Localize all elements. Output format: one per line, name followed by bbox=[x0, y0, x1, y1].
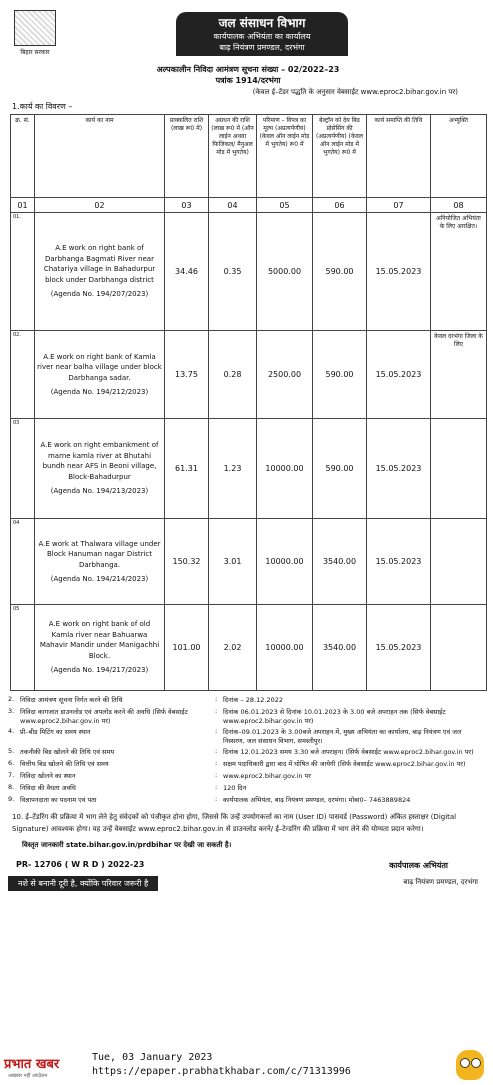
eprocurement-note: (केवल ई–टेंडर पद्धति के अनुसार वेबसाईट www.eproc2.bihar.gov.in पर) bbox=[252, 88, 458, 96]
epaper-url[interactable]: https://epaper.prabhatkhabar.com/c/71313996 bbox=[92, 1066, 351, 1077]
item-number: 5. bbox=[8, 747, 15, 755]
item-colon: : bbox=[215, 695, 218, 703]
owl-mascot-icon bbox=[456, 1050, 484, 1080]
completion-date: 15.05.2023 bbox=[367, 331, 431, 419]
department-name: जल संसाधन विभाग bbox=[218, 16, 306, 30]
more-info-line: विस्तृत जानकारी state.bihar.gov.in/prdbihar पर देखी जा सकती है। bbox=[22, 841, 232, 849]
column-number: 03 bbox=[165, 198, 209, 213]
column-header: कार्य समाप्ति की तिथि bbox=[367, 115, 431, 198]
estimated-cost: 150.32 bbox=[165, 519, 209, 605]
item-value: दिनांक – 28.12.2022 bbox=[223, 696, 284, 704]
notice-page bbox=[8, 6, 488, 892]
work-description: A.E work on right embankment of marne kamla river at Bhutahi bundh near AFS in Beoni village, Block-Bahadurpur bbox=[40, 441, 159, 481]
document-cost: 2500.00 bbox=[257, 331, 313, 419]
pr-number: PR- 12706 ( W R D ) 2022-23 bbox=[16, 860, 145, 869]
item-value: दिनांक 12.01.2023 समय 3.30 बजे अपराहन। (सिर्फ वेबसाईट www.eproc2.bihar.gov.in पर) bbox=[223, 748, 474, 756]
agenda-number: (Agenda No. 194/217/2023) bbox=[50, 666, 149, 675]
estimated-cost: 61.31 bbox=[165, 419, 209, 519]
item-label: निविदा आमंत्रण सूचना निर्गत करने की तिथि bbox=[20, 696, 123, 704]
remark bbox=[431, 605, 487, 691]
department-banner bbox=[176, 12, 348, 56]
column-number: 08 bbox=[431, 198, 487, 213]
table-header-row bbox=[11, 115, 487, 198]
edition-date: Tue, 03 January 2023 bbox=[92, 1052, 213, 1063]
section-title: 1.कार्य का विवरण – bbox=[12, 102, 73, 111]
item-label: निविदा खोलने का स्थान bbox=[20, 772, 76, 780]
earnest-money: 0.35 bbox=[209, 213, 257, 331]
remark bbox=[431, 419, 487, 519]
item-colon: : bbox=[215, 783, 218, 791]
serial-number: 04 bbox=[11, 519, 35, 605]
work-name bbox=[35, 331, 165, 419]
eregistration-paragraph: 10. ई–टेंडरिंग की प्रक्रिया में भाग लेने हेतु संवेदकों को पंजीकृत होना होगा, जिससे कि उन्हें उपयोगकर्त्ता का नाम (User ID) पासवर्ड (Password) अंकित हस्ताक्षर (Digital Signature) आवश्यक होगा। यह उन्हें वेबसाईट www.eproc2.bihar.gov.in से डाउनलोड करने/ ई–टेन्डरिंग की प्रक्रिया में भाग लेने की योग्यता प्रदान करेगा। bbox=[12, 813, 457, 833]
column-header: बेल्ट्रॉन को देय बिड प्रोसेसिंग की (अप्रत्यर्पणीय) (केवल ऑन लाईन मोड में भुगतेय) रू0 में bbox=[313, 115, 367, 198]
item-value: www.eproc2.bihar.gov.in पर bbox=[223, 772, 311, 780]
item-colon: : bbox=[215, 771, 218, 779]
slogan-banner: नशे से बनानी दूरी है, क्योंकि परिवार जरूरी है bbox=[8, 876, 158, 891]
column-number: 02 bbox=[35, 198, 165, 213]
bid-processing-fee: 590.00 bbox=[313, 331, 367, 419]
signatory-title: कार्यपालक अभियंता bbox=[389, 861, 448, 870]
table-row bbox=[11, 605, 487, 691]
earnest-money: 0.28 bbox=[209, 331, 257, 419]
bid-processing-fee: 3540.00 bbox=[313, 519, 367, 605]
earnest-money: 3.01 bbox=[209, 519, 257, 605]
item-label: निविदा की वैधता अवधि bbox=[20, 784, 76, 792]
remark: केवल दरभंगा जिला के लिए bbox=[431, 331, 487, 419]
work-description: A.E work on right bank of Darbhanga Bagmati River near Chatariya village in Bahadurpur block under Darbhanga district bbox=[43, 244, 156, 284]
item-label: विज्ञापनदाता का पदनाम एवं पता bbox=[20, 796, 97, 804]
division-name: बाढ़ नियंत्रण प्रमण्डल, दरभंगा bbox=[219, 43, 305, 52]
epaper-strip bbox=[0, 1046, 493, 1085]
column-number-row bbox=[11, 198, 487, 213]
signatory-office: बाढ़ नियंत्रण प्रमण्डल, दरभंगा bbox=[403, 878, 478, 886]
schedule-item bbox=[8, 707, 488, 725]
item-colon: : bbox=[215, 747, 218, 755]
schedule-item bbox=[8, 747, 488, 757]
column-header: अग्रधन की राशि (लाख रू0 में (ऑन लाईन अथवा फिजिकल/ मैनुअल मोड में भुगतेय) bbox=[209, 115, 257, 198]
notice-header bbox=[8, 6, 488, 62]
item-number: 6. bbox=[8, 759, 15, 767]
estimated-cost: 101.00 bbox=[165, 605, 209, 691]
item-number: 3. bbox=[8, 707, 15, 715]
bid-processing-fee: 590.00 bbox=[313, 213, 367, 331]
serial-number: 01. bbox=[11, 213, 35, 331]
remark: अनियोजित अभियंता के लिए आरक्षित। bbox=[431, 213, 487, 331]
schedule-item bbox=[8, 783, 488, 793]
column-number: 04 bbox=[209, 198, 257, 213]
column-number: 07 bbox=[367, 198, 431, 213]
document-cost: 10000.00 bbox=[257, 605, 313, 691]
item-label: प्री–बीड मिटिंग का समय स्थान bbox=[20, 728, 91, 736]
document-cost: 5000.00 bbox=[257, 213, 313, 331]
column-header: कार्य का नाम bbox=[35, 115, 165, 198]
column-number: 06 bbox=[313, 198, 367, 213]
work-name bbox=[35, 605, 165, 691]
item-colon: : bbox=[215, 759, 218, 767]
item-colon: : bbox=[215, 727, 218, 735]
agenda-number: (Agenda No. 194/207/2023) bbox=[50, 290, 149, 299]
item-label: वित्तीय बिड खोलने की तिथि एवं समय bbox=[20, 760, 109, 768]
column-header: प्राक्कलित राशि (लाख रू0 में) bbox=[165, 115, 209, 198]
column-header: अभ्युक्ति bbox=[431, 115, 487, 198]
letter-number: पत्रांक 1914/दरभंगा bbox=[215, 76, 281, 85]
work-table bbox=[10, 114, 487, 691]
work-name bbox=[35, 213, 165, 331]
table-row bbox=[11, 213, 487, 331]
column-number: 01 bbox=[11, 198, 35, 213]
item-value: 120 दिन bbox=[223, 784, 247, 792]
notice-title: अल्पकालीन निविदा आमंत्रण सूचना संख्या – 02/2022–23 bbox=[156, 65, 340, 74]
earnest-money: 1.23 bbox=[209, 419, 257, 519]
completion-date: 15.05.2023 bbox=[367, 213, 431, 331]
item-colon: : bbox=[215, 707, 218, 715]
tender-schedule-list bbox=[8, 695, 488, 805]
item-number: 2. bbox=[8, 695, 15, 703]
table-row bbox=[11, 419, 487, 519]
document-cost: 10000.00 bbox=[257, 419, 313, 519]
schedule-item bbox=[8, 727, 488, 745]
table-row bbox=[11, 331, 487, 419]
notice-footer bbox=[8, 858, 488, 892]
work-name bbox=[35, 519, 165, 605]
emblem-caption: बिहार सरकार bbox=[20, 49, 50, 56]
prabhat-khabar-logo[interactable]: प्रभात खबर bbox=[4, 1057, 60, 1072]
item-number: 8. bbox=[8, 783, 15, 791]
work-description: A.E work on right bank of Kamla river near balha village under block Darbhanga sadar. bbox=[37, 352, 162, 382]
agenda-number: (Agenda No. 194/213/2023) bbox=[50, 487, 149, 496]
earnest-money: 2.02 bbox=[209, 605, 257, 691]
emblem-icon bbox=[14, 10, 56, 46]
estimated-cost: 34.46 bbox=[165, 213, 209, 331]
office-name: कार्यपालक अभियंता का कार्यालय bbox=[213, 32, 311, 41]
work-description: A.E work at Thalwara village under Block Hanuman nagar District Darbhanga. bbox=[38, 539, 161, 569]
bihar-emblem bbox=[12, 10, 58, 58]
column-header: क्र. सं. bbox=[11, 115, 35, 198]
item-label: तकनीकी बिड खोलने की तिथि एवं समय bbox=[20, 748, 115, 756]
completion-date: 15.05.2023 bbox=[367, 605, 431, 691]
table-row bbox=[11, 519, 487, 605]
estimated-cost: 13.75 bbox=[165, 331, 209, 419]
serial-number: 03 bbox=[11, 419, 35, 519]
remark bbox=[431, 519, 487, 605]
agenda-number: (Agenda No. 194/214/2023) bbox=[50, 575, 149, 583]
column-header: परिमाण – विपत्र का मूल्य (अप्रत्यर्पणीय) (केवल ऑन लाईन मोड में भुगतेय) रू0 में bbox=[257, 115, 313, 198]
item-value: दिनांक 06.01.2023 से दिनांक 10.01.2023 के 3.00 बजे अपराहन तक (सिर्फ वेबसाईट www.eproc2.bihar.gov.in पर) bbox=[223, 708, 446, 725]
item-value: दिनांक–09.01.2023 के 3.00बजे अपराहन में, मुख्य अभियंता का कार्यालय, बाढ़ नियंत्रण एवं जल निस्सरण, जल संसाधन विभाग, समस्तीपुर। bbox=[223, 728, 462, 745]
bid-processing-fee: 590.00 bbox=[313, 419, 367, 519]
item-number: 9. bbox=[8, 795, 15, 803]
work-name bbox=[35, 419, 165, 519]
bid-processing-fee: 3540.00 bbox=[313, 605, 367, 691]
schedule-item bbox=[8, 771, 488, 781]
item-label: निविदा कागजात डाउनलोड एवं अपलोड करने की अवधि (सिर्फ वेबसाईट www.eproc2.bihar.gov.in पर) bbox=[20, 708, 188, 725]
document-cost: 10000.00 bbox=[257, 519, 313, 605]
serial-number: 02. bbox=[11, 331, 35, 419]
item-value: सक्षम पदाधिकारी द्वारा बाद में घोषित की जायेगी (सिर्फ वेबसाईट www.eproc2.bihar.gov.in पर) bbox=[223, 760, 466, 768]
item-colon: : bbox=[215, 795, 218, 803]
schedule-item bbox=[8, 695, 488, 705]
logo-tagline: अखबार नहीं आंदोलन bbox=[8, 1073, 48, 1079]
completion-date: 15.05.2023 bbox=[367, 519, 431, 605]
serial-number: 05 bbox=[11, 605, 35, 691]
completion-date: 15.05.2023 bbox=[367, 419, 431, 519]
item-number: 7. bbox=[8, 771, 15, 779]
column-number: 05 bbox=[257, 198, 313, 213]
schedule-item bbox=[8, 795, 488, 805]
item-number: 4. bbox=[8, 727, 15, 735]
item-value: कार्यपालक अभियंता, बाढ़ नियंत्रण प्रमण्डल, दरभंगा। मोबा0– 7463889824 bbox=[223, 796, 411, 804]
schedule-item bbox=[8, 759, 488, 769]
agenda-number: (Agenda No. 194/212/2023) bbox=[50, 388, 149, 396]
work-description: A.E work on right bank of old Kamla river near Bahuarwa Mahavir Mandir under Manigachhi Block. bbox=[39, 620, 160, 660]
